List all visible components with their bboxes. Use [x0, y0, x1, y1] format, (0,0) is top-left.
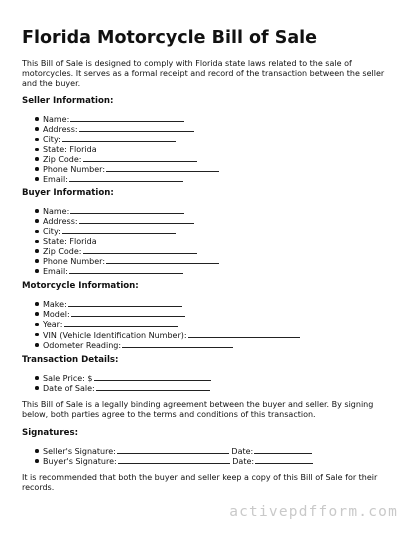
seller-heading: Seller Information: — [22, 96, 114, 106]
intro-paragraph: This Bill of Sale is designed to comply with Florida state laws related to the sale of motorcycles. It serves as a formal receipt and record of the transaction between the seller and the buyer. — [22, 59, 385, 88]
field-label: Phone Number: — [43, 165, 106, 175]
fill-in-line[interactable] — [71, 309, 185, 317]
fill-in-line[interactable] — [83, 154, 197, 162]
buyer-name-field — [34, 206, 219, 216]
fill-in-line[interactable] — [64, 319, 178, 327]
date-label: Date: — [232, 457, 255, 467]
field-label: Email: — [43, 267, 68, 277]
signatures-list — [34, 446, 313, 466]
field-label: Email: — [43, 175, 68, 185]
buyer-address-field — [34, 216, 219, 226]
fill-in-line[interactable] — [68, 299, 182, 307]
field-label: Name: — [43, 115, 70, 124]
signatures-heading: Signatures: — [22, 428, 79, 438]
fill-in-line[interactable] — [69, 266, 183, 274]
field-label: Sale Price: $ — [43, 374, 93, 383]
buyer-email-field — [34, 266, 219, 276]
field-label: Model: — [43, 310, 70, 320]
agreement-paragraph: This Bill of Sale is a legally binding agreement between the buyer and seller. By signing below, both parties agree to the terms and conditions of this transaction. — [22, 400, 374, 419]
fill-in-line[interactable] — [70, 206, 184, 214]
fill-in-line[interactable] — [83, 246, 197, 254]
field-label: Address: — [43, 125, 78, 135]
seller-state-field — [34, 145, 219, 154]
field-label: Address: — [43, 217, 78, 227]
buyer-heading: Buyer Information: — [22, 188, 114, 198]
fill-in-line[interactable] — [188, 330, 300, 338]
fill-in-line[interactable] — [70, 114, 184, 122]
fill-in-line[interactable] — [62, 134, 176, 142]
field-label: Zip Code: — [43, 154, 82, 164]
field-label: Year: — [43, 320, 63, 330]
watermark-text: activepdfform.com — [229, 504, 398, 520]
seller-address-field — [34, 124, 219, 134]
motorcycle-odometer-field — [34, 340, 300, 350]
field-label: Seller's Signature: — [43, 447, 116, 456]
motorcycle-year-field — [34, 319, 300, 329]
date-of-sale-field — [34, 383, 211, 393]
field-label: Name: — [43, 207, 70, 216]
motorcycle-make-field — [34, 299, 300, 309]
field-label: City: — [43, 227, 61, 237]
buyer-signature-row — [34, 456, 313, 466]
buyer-fields-list — [34, 206, 219, 276]
field-label: VIN (Vehicle Identification Number): — [43, 330, 187, 340]
field-label: Phone Number: — [43, 257, 106, 267]
signature-line[interactable] — [118, 456, 230, 464]
seller-email-field — [34, 174, 219, 184]
field-label: City: — [43, 135, 61, 145]
transaction-heading: Transaction Details: — [22, 355, 119, 365]
fill-in-line[interactable] — [69, 174, 183, 182]
seller-signature-row — [34, 446, 313, 456]
sale-price-field — [34, 373, 211, 383]
fill-in-line[interactable] — [79, 216, 194, 224]
fill-in-line[interactable] — [106, 256, 219, 264]
seller-zip-field — [34, 154, 219, 164]
buyer-phone-field — [34, 256, 219, 266]
field-label: Odometer Reading: — [43, 340, 122, 350]
closing-paragraph: It is recommended that both the buyer and seller keep a copy of this Bill of Sale for their records. — [22, 473, 378, 492]
fill-in-line[interactable] — [79, 124, 194, 132]
motorcycle-heading: Motorcycle Information: — [22, 281, 139, 291]
seller-city-field — [34, 134, 219, 144]
date-label: Date: — [231, 447, 254, 456]
field-label: State: Florida — [43, 144, 97, 154]
motorcycle-model-field — [34, 309, 300, 319]
fill-in-line[interactable] — [94, 373, 211, 381]
field-label: Zip Code: — [43, 246, 82, 256]
fill-in-line[interactable] — [122, 340, 233, 348]
signature-line[interactable] — [117, 446, 229, 454]
motorcycle-fields-list — [34, 299, 300, 350]
fill-in-line[interactable] — [62, 226, 176, 234]
field-label: Buyer's Signature: — [43, 457, 117, 467]
transaction-fields-list — [34, 373, 211, 393]
buyer-zip-field — [34, 246, 219, 256]
seller-fields-list — [34, 114, 219, 184]
date-line[interactable] — [255, 456, 313, 464]
buyer-state-field — [34, 237, 219, 246]
field-label: State: Florida — [43, 236, 97, 246]
fill-in-line[interactable] — [96, 383, 210, 391]
document-title: Florida Motorcycle Bill of Sale — [22, 28, 318, 48]
buyer-city-field — [34, 226, 219, 236]
motorcycle-vin-field — [34, 330, 300, 340]
field-label: Make: — [43, 300, 67, 309]
field-label: Date of Sale: — [43, 384, 95, 394]
date-line[interactable] — [254, 446, 312, 454]
seller-name-field — [34, 114, 219, 124]
fill-in-line[interactable] — [106, 164, 219, 172]
seller-phone-field — [34, 164, 219, 174]
